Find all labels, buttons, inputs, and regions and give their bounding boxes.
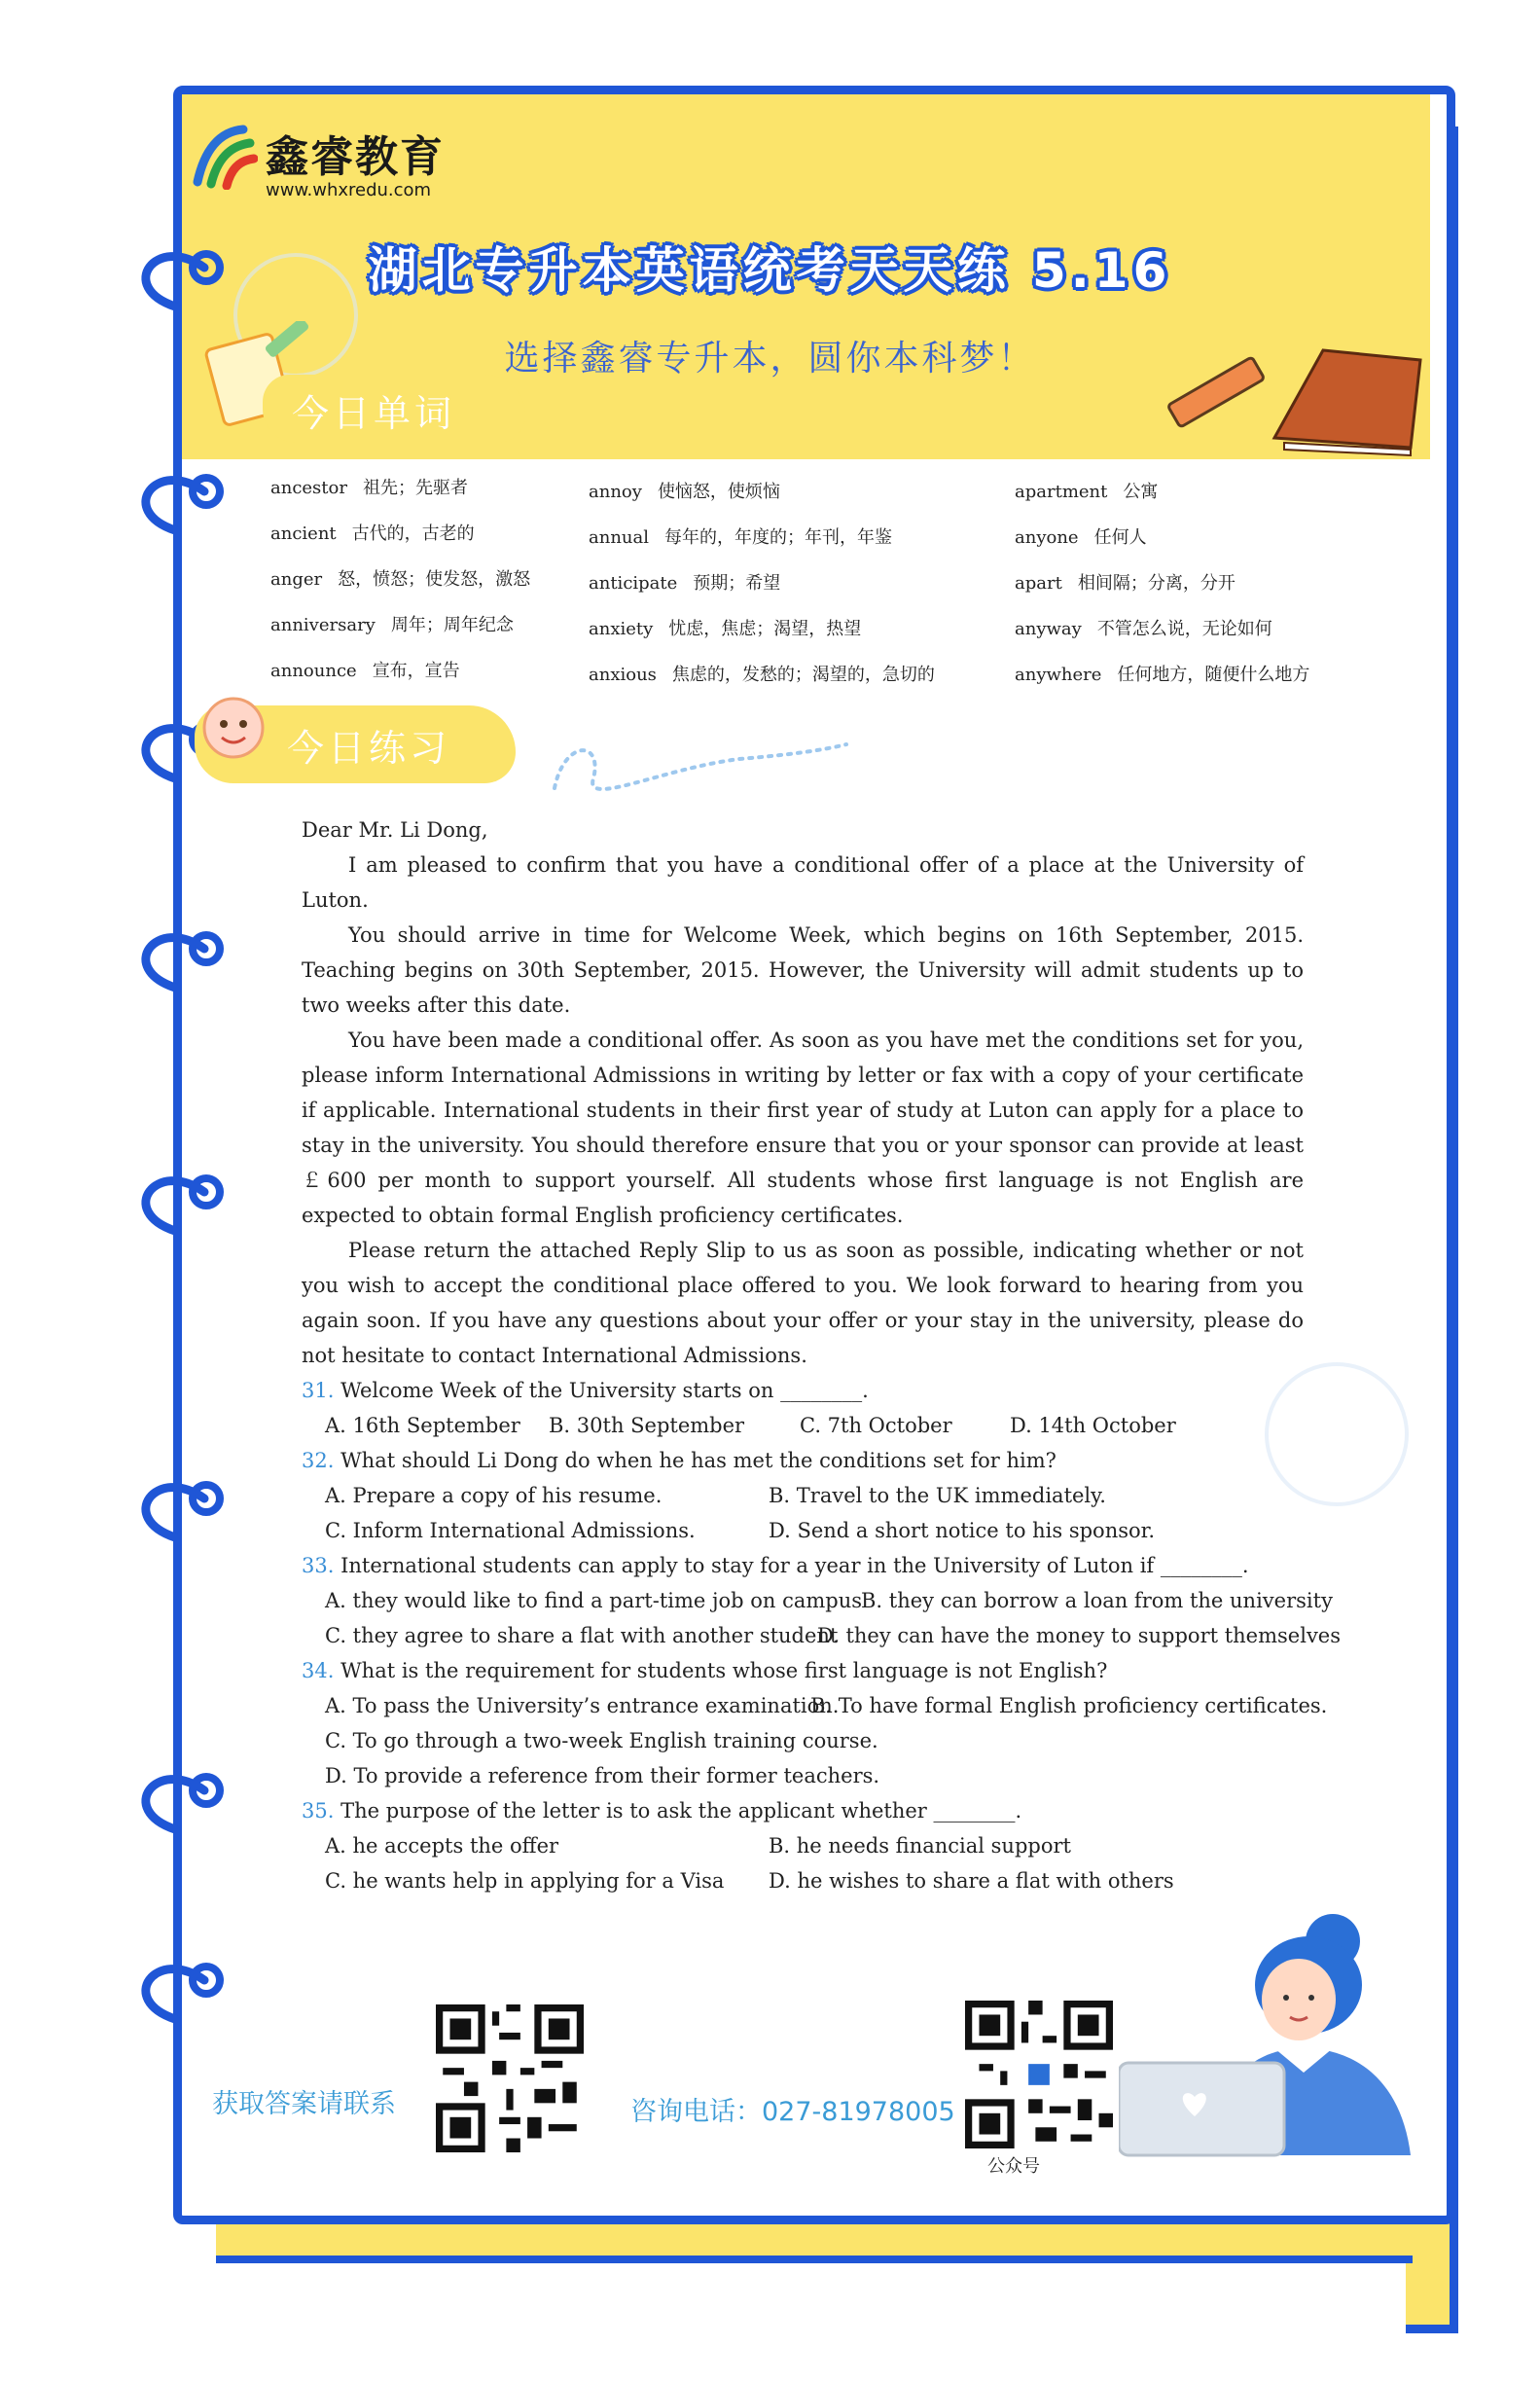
option-a[interactable]: A. Prepare a copy of his resume. xyxy=(325,1484,663,1507)
option-b[interactable]: B. Travel to the UK immediately. xyxy=(769,1484,1106,1507)
letter-paragraph: I am pleased to confirm that you have a conditional offer of a place at the University of Luton. xyxy=(302,853,1304,912)
spiral-ring xyxy=(117,452,224,545)
vocab-column-1 xyxy=(270,475,530,704)
question-35-options-row1 xyxy=(302,1828,1304,1863)
vocab-item: anticipate 预期；希望 xyxy=(589,573,781,594)
vocab-item: annual 每年的，年度的；年刊，年鉴 xyxy=(589,527,892,548)
option-a[interactable]: A. 16th September xyxy=(325,1414,520,1437)
question-34 xyxy=(302,1653,1304,1688)
question-number: 34. xyxy=(302,1659,335,1682)
question-text: The purpose of the letter is to ask the applicant whether ________. xyxy=(340,1799,1022,1823)
official-account-label: 公众号 xyxy=(987,2156,1040,2177)
question-text: Welcome Week of the University starts on ________. xyxy=(340,1379,869,1402)
option-a[interactable]: A. To pass the University’s entrance examination. xyxy=(325,1694,840,1717)
letter-paragraph: You should arrive in time for Welcome Week, which begins on 16th September, 2015. Teaching begins on 30th September, 2015. However, the University will admit students up to two weeks after this date. xyxy=(302,923,1304,1017)
option-b[interactable]: B. To have formal English proficiency certificates. xyxy=(810,1694,1328,1717)
question-34-options-row3 xyxy=(302,1758,1304,1793)
vocab-section-label: 今日单词 xyxy=(292,392,456,435)
question-number: 35. xyxy=(302,1799,335,1823)
letter-salutation: Dear Mr. Li Dong, xyxy=(302,818,488,842)
spiral-ring xyxy=(117,1941,224,2034)
vocab-item: annoy 使恼怒，使烦恼 xyxy=(589,482,780,502)
pencil-illustration-icon xyxy=(1148,350,1284,438)
vocab-item: apartment 公寓 xyxy=(1015,482,1159,502)
question-text: What is the requirement for students whose first language is not English? xyxy=(340,1659,1108,1682)
qr-code-icon xyxy=(965,2001,1113,2148)
qr-code-official-account[interactable] xyxy=(965,2001,1113,2148)
vocab-item: anniversary 周年；周年纪念 xyxy=(270,615,514,635)
option-a[interactable]: A. he accepts the offer xyxy=(325,1834,559,1858)
option-c[interactable]: C. Inform International Admissions. xyxy=(325,1519,696,1542)
vocab-item: anyway 不管怎么说，无论如何 xyxy=(1015,619,1272,639)
option-c[interactable]: C. To go through a two-week English training course. xyxy=(325,1729,878,1752)
logo-swoosh-icon xyxy=(190,122,258,190)
vocab-item: anywhere 任何地方，随便什么地方 xyxy=(1015,665,1310,685)
vocab-item: anger 怒，愤怒；使发怒，激怒 xyxy=(270,569,531,590)
practice-section-label: 今日练习 xyxy=(287,727,451,770)
vocab-column-2 xyxy=(589,479,935,707)
question-number: 33. xyxy=(302,1554,335,1577)
option-c[interactable]: C. they agree to share a flat with another student xyxy=(325,1624,839,1647)
option-d[interactable]: D. he wishes to share a flat with others xyxy=(769,1869,1174,1893)
question-number: 31. xyxy=(302,1379,335,1402)
phone-contact-text: 咨询电话：027-81978005 xyxy=(630,2097,955,2127)
vocab-item: ancient 古代的，古老的 xyxy=(270,523,475,544)
question-32-options-row1 xyxy=(302,1478,1304,1513)
question-text: International students can apply to stay for a year in the University of Luton if ________. xyxy=(340,1554,1249,1577)
slogan: 选择鑫睿专升本，圆你本科梦！ xyxy=(504,339,1036,379)
question-35 xyxy=(302,1793,1304,1828)
spiral-ring xyxy=(117,910,224,1002)
spiral-ring xyxy=(117,1751,224,1844)
page-title: 湖北专升本英语统考天天练 5.16 xyxy=(368,242,1172,299)
question-33-options-row1 xyxy=(302,1583,1333,1618)
question-31 xyxy=(302,1373,1304,1408)
vocab-item: apart 相间隔；分离，分开 xyxy=(1015,573,1236,594)
question-35-options-row2 xyxy=(302,1863,1304,1898)
spiral-ring xyxy=(117,1460,224,1552)
qr-code-contact[interactable] xyxy=(436,2004,584,2152)
option-d[interactable]: D. Send a short notice to his sponsor. xyxy=(769,1519,1156,1542)
question-31-options xyxy=(302,1408,1304,1443)
question-32-options-row2 xyxy=(302,1513,1304,1548)
option-d[interactable]: D. they can have the money to support themselves xyxy=(817,1624,1342,1647)
option-b[interactable]: B. they can borrow a loan from the university xyxy=(861,1589,1333,1612)
vocab-item: anxious 焦虑的，发愁的；渴望的，急切的 xyxy=(589,665,935,685)
dotted-swirl-icon xyxy=(545,730,856,808)
spiral-ring xyxy=(117,1153,224,1245)
question-33-options-row2 xyxy=(302,1618,1342,1653)
brand-url: www.whxredu.com xyxy=(266,180,432,200)
vocab-column-3 xyxy=(1015,479,1309,707)
vocab-item: anxiety 忧虑，焦虑；渴望，热望 xyxy=(589,619,862,639)
letter-paragraph: You have been made a conditional offer. As soon as you have met the conditions set for you, please inform International Admissions in writing by letter or fax with a copy of your certificate if applicable. International students in their first year of study at Luton can apply for a place to stay in the university. You should therefore ensure that you or your sponsor can provide at least ￡600 per month to support yourself. All students whose first language is not English are expected to obtain formal English proficiency certificates. xyxy=(302,1029,1304,1227)
question-text: What should Li Dong do when he has met the conditions set for him? xyxy=(340,1449,1057,1472)
smiley-icon xyxy=(195,689,272,767)
option-b[interactable]: B. he needs financial support xyxy=(769,1834,1071,1858)
vocab-item: anyone 任何人 xyxy=(1015,527,1147,548)
question-32 xyxy=(302,1443,1304,1478)
option-c[interactable]: C. 7th October xyxy=(800,1414,952,1437)
question-34-options-row1 xyxy=(302,1688,1328,1723)
question-34-options-row2 xyxy=(302,1723,1304,1758)
answer-contact-text: 获取答案请联系 xyxy=(212,2089,396,2119)
qr-code-icon xyxy=(436,2004,584,2152)
option-b[interactable]: B. 30th September xyxy=(549,1414,745,1437)
option-d[interactable]: D. To provide a reference from their former teachers. xyxy=(325,1764,880,1787)
option-d[interactable]: D. 14th October xyxy=(1010,1414,1176,1437)
option-a[interactable]: A. they would like to find a part-time job on campus xyxy=(325,1589,863,1612)
brand-name: 鑫睿教育 xyxy=(266,132,445,182)
vocab-item: ancestor 祖先；先驱者 xyxy=(270,478,468,498)
vocab-item: announce 宣布，宣告 xyxy=(270,661,460,681)
girl-with-laptop-illustration-icon xyxy=(1119,1902,1430,2165)
question-number: 32. xyxy=(302,1449,335,1472)
letter-paragraph: Please return the attached Reply Slip to us as soon as possible, indicating whether or not you wish to accept the conditional place offered to you. We look forward to hearing from you again soon. If you have any questions about your offer or your stay in the university, please do not hesitate to contact International Admissions. xyxy=(302,1239,1304,1367)
book-illustration-icon xyxy=(1265,331,1430,457)
option-c[interactable]: C. he wants help in applying for a Visa xyxy=(325,1869,725,1893)
reading-passage xyxy=(302,812,1342,1898)
question-33 xyxy=(302,1548,1304,1583)
